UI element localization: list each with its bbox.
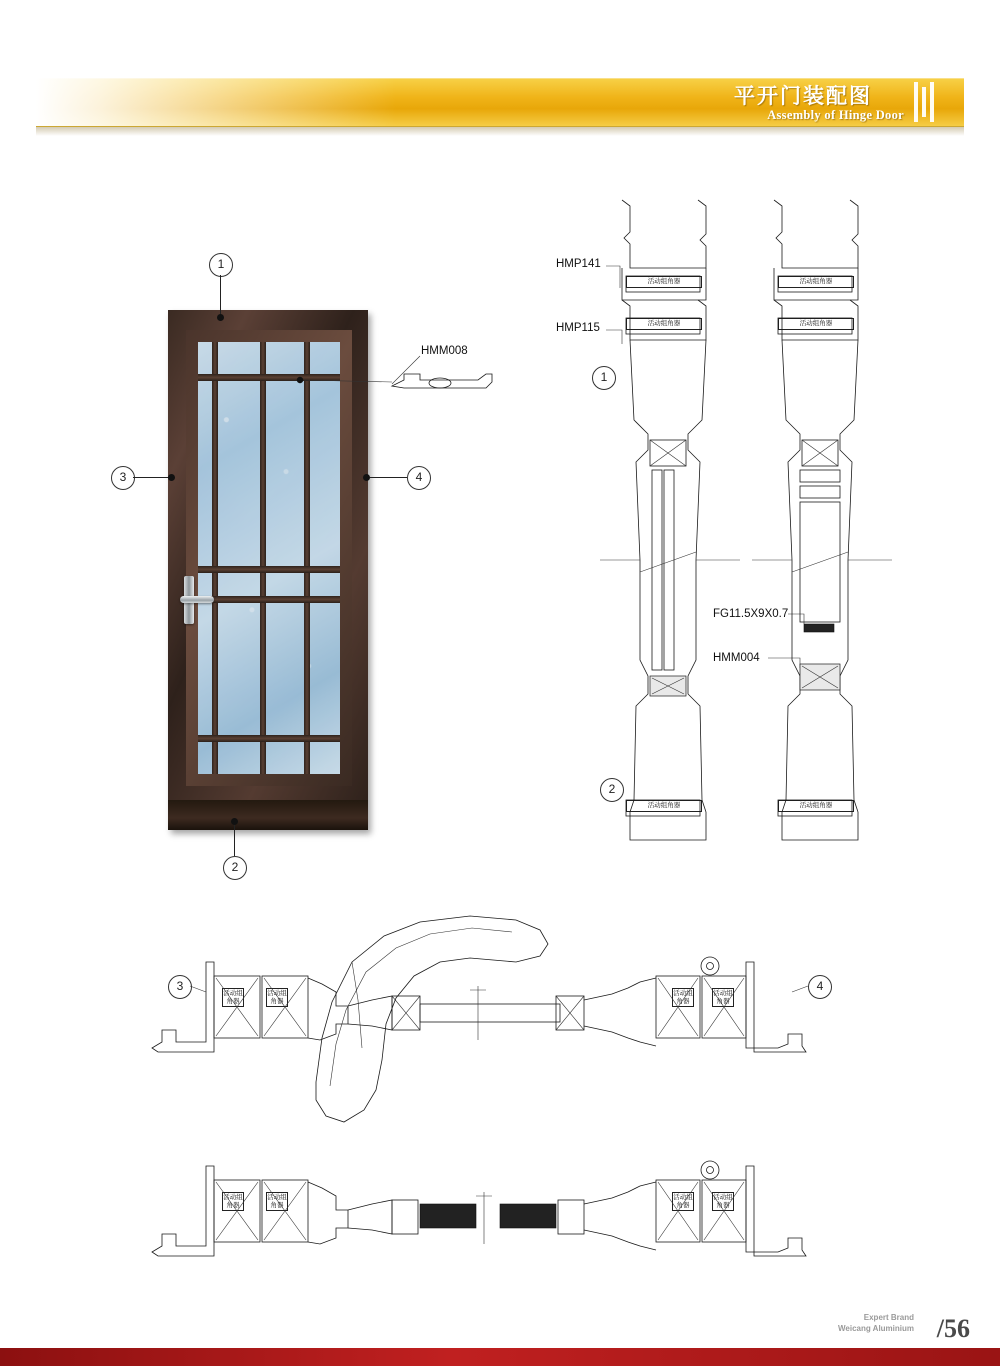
callout-door-2: 2	[223, 856, 247, 880]
corner-block-label: 活动组角器	[626, 800, 702, 812]
door-leaf	[186, 330, 352, 786]
muntin-horizontal-mid1	[198, 566, 340, 573]
callout-section-1: 1	[592, 366, 616, 390]
callout-dot-4	[363, 474, 370, 481]
door-handle-lever	[180, 596, 214, 603]
corner-block-label: 活动组角器	[778, 318, 854, 330]
corner-block-label: 活动组角器	[672, 988, 694, 1007]
label-hmp141: HMP141	[556, 258, 601, 270]
callout-line-4	[370, 477, 407, 478]
footer-brand-line1: Expert Brand	[863, 1313, 914, 1322]
section-upper-left-profile	[600, 200, 740, 840]
callout-section-2: 2	[600, 778, 624, 802]
corner-block-label: 活动组角器	[778, 276, 854, 288]
label-hmm008: HMM008	[421, 345, 468, 357]
section-upper-right-profile	[752, 200, 892, 840]
section-middle-horizontal	[152, 916, 806, 1122]
corner-block-label: 活动组角器	[712, 1192, 734, 1211]
corner-block-label: 活动组角器	[222, 988, 244, 1007]
door-photo	[168, 310, 368, 830]
muntin-vertical-left	[212, 342, 218, 774]
door-bottom-rail	[168, 800, 368, 830]
label-hmp115: HMP115	[556, 322, 600, 334]
callout-dot-3	[168, 474, 175, 481]
label-hmm004: HMM004	[713, 652, 760, 664]
page-title-en: Assembly of Hinge Door	[767, 108, 904, 122]
callout-dot-1	[217, 314, 224, 321]
footer-brand	[838, 1312, 914, 1334]
muntin-horizontal-bottom	[198, 735, 340, 742]
section-bottom-horizontal	[152, 1161, 806, 1256]
header-banner-shadow	[36, 126, 964, 136]
callout-door-3: 3	[111, 466, 135, 490]
corner-block-label: 活动组角器	[778, 800, 854, 812]
corner-block-label: 活动组角器	[266, 988, 288, 1007]
header-banner-gradient	[36, 78, 396, 126]
title-decoration-bars	[914, 82, 942, 122]
footer-bar	[0, 1348, 1000, 1366]
callout-line-1	[220, 275, 221, 315]
muntin-vertical-mid	[260, 342, 266, 774]
muntin-horizontal-top	[198, 374, 340, 381]
callout-line-3	[133, 477, 171, 478]
page-title-cn: 平开门装配图	[734, 85, 872, 108]
callout-dot-2	[231, 818, 238, 825]
muntin-horizontal-mid2	[198, 596, 340, 603]
muntin-vertical-right	[304, 342, 310, 774]
corner-block-label: 活动组角器	[222, 1192, 244, 1211]
corner-block-label: 活动组角器	[626, 276, 702, 288]
corner-block-label: 活动组角器	[626, 318, 702, 330]
callout-line-2	[234, 824, 235, 856]
corner-block-label: 活动组角器	[712, 988, 734, 1007]
door-glass	[198, 342, 340, 774]
callout-section-4: 4	[808, 975, 832, 999]
callout-door-1: 1	[209, 253, 233, 277]
page-number: /56	[936, 1314, 970, 1343]
footer-brand-line2: Weicang Aluminium	[837, 1324, 914, 1333]
callout-section-3: 3	[168, 975, 192, 999]
label-fg-gasket: FG11.5X9X0.7	[713, 608, 789, 620]
callout-door-4: 4	[407, 466, 431, 490]
corner-block-label: 活动组角器	[266, 1192, 288, 1211]
corner-block-label: 活动组角器	[672, 1192, 694, 1211]
